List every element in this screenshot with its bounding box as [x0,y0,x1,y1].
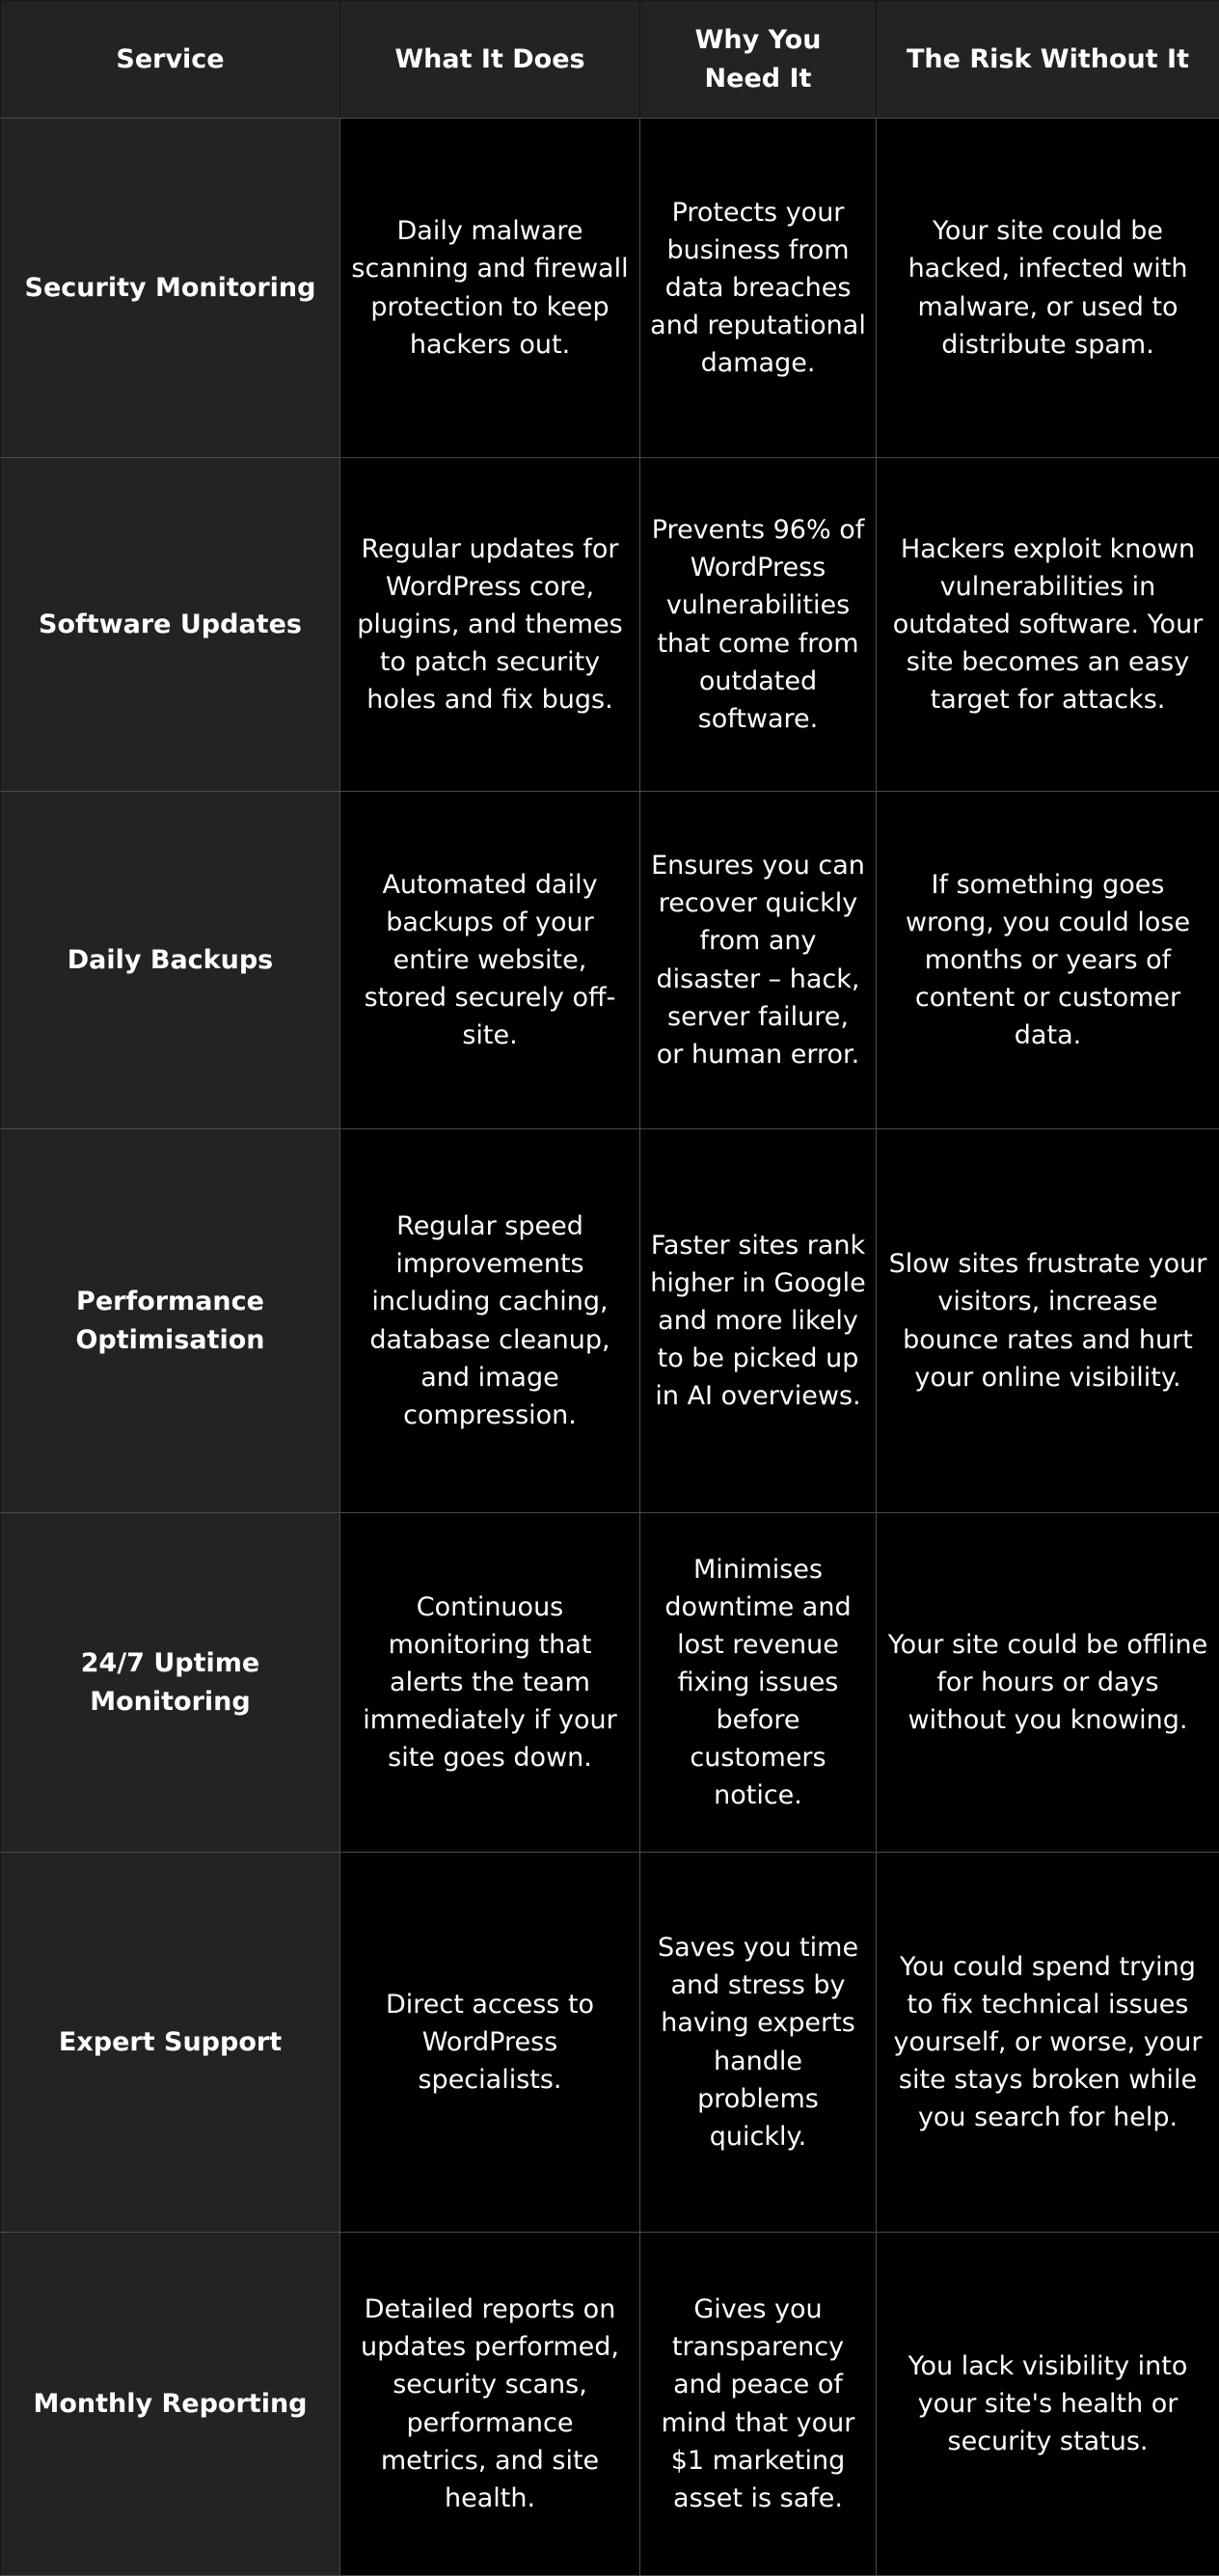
table-row-security-monitoring [1,119,1219,458]
risk-cell: Your site could be hacked, infected with malware, or used to distribute spam. [877,119,1219,458]
column-header-risk-without-it: The Risk Without It [877,1,1219,119]
table-row-uptime-monitoring [1,1513,1219,1853]
what-cell: Daily malware scanning and firewall protection to keep hackers out. [340,119,640,458]
what-cell: Detailed reports on updates performed, security scans, performance metrics, and site health. [340,2233,640,2576]
service-cell: Performance Optimisation [1,1129,340,1513]
service-cell: Monthly Reporting [1,2233,340,2576]
service-cell: 24/7 Uptime Monitoring [1,1513,340,1853]
table-row-daily-backups [1,792,1219,1129]
what-cell: Continuous monitoring that alerts the team immediately if your site goes down. [340,1513,640,1853]
risk-cell: Hackers exploit known vulnerabilities in outdated software. Your site becomes an easy target for attacks. [877,458,1219,792]
column-header-service: Service [1,1,340,119]
what-cell: Automated daily backups of your entire website, stored securely off-site. [340,792,640,1129]
risk-cell: If something goes wrong, you could lose months or years of content or customer data. [877,792,1219,1129]
why-cell: Gives you transparency and peace of mind that your $1 marketing asset is safe. [640,2233,877,2576]
header-row [1,1,1219,119]
why-cell: Saves you time and stress by having experts handle problems quickly. [640,1853,877,2233]
table-row-software-updates [1,458,1219,792]
table-row-expert-support [1,1853,1219,2233]
table-row-monthly-reporting [1,2233,1219,2576]
what-cell: Regular speed improvements including caching, database cleanup, and image compression. [340,1129,640,1513]
column-header-why-you-need-it: Why You Need It [640,1,877,119]
why-cell: Faster sites rank higher in Google and more likely to be picked up in AI overviews. [640,1129,877,1513]
why-cell: Minimises downtime and lost revenue fixing issues before customers notice. [640,1513,877,1853]
why-cell: Ensures you can recover quickly from any disaster – hack, server failure, or human error. [640,792,877,1129]
service-cell: Software Updates [1,458,340,792]
column-header-what-it-does: What It Does [340,1,640,119]
risk-cell: Your site could be offline for hours or days without you knowing. [877,1513,1219,1853]
why-cell: Protects your business from data breaches and reputational damage. [640,119,877,458]
what-cell: Regular updates for WordPress core, plugins, and themes to patch security holes and fix bugs. [340,458,640,792]
why-cell: Prevents 96% of WordPress vulnerabilities that come from outdated software. [640,458,877,792]
table-row-performance-optimisation [1,1129,1219,1513]
service-cell: Expert Support [1,1853,340,2233]
risk-cell: You could spend trying to fix technical issues yourself, or worse, your site stays broken while you search for help. [877,1853,1219,2233]
risk-cell: Slow sites frustrate your visitors, increase bounce rates and hurt your online visibility. [877,1129,1219,1513]
risk-cell: You lack visibility into your site's health or security status. [877,2233,1219,2576]
what-cell: Direct access to WordPress specialists. [340,1853,640,2233]
service-cell: Security Monitoring [1,119,340,458]
service-cell: Daily Backups [1,792,340,1129]
